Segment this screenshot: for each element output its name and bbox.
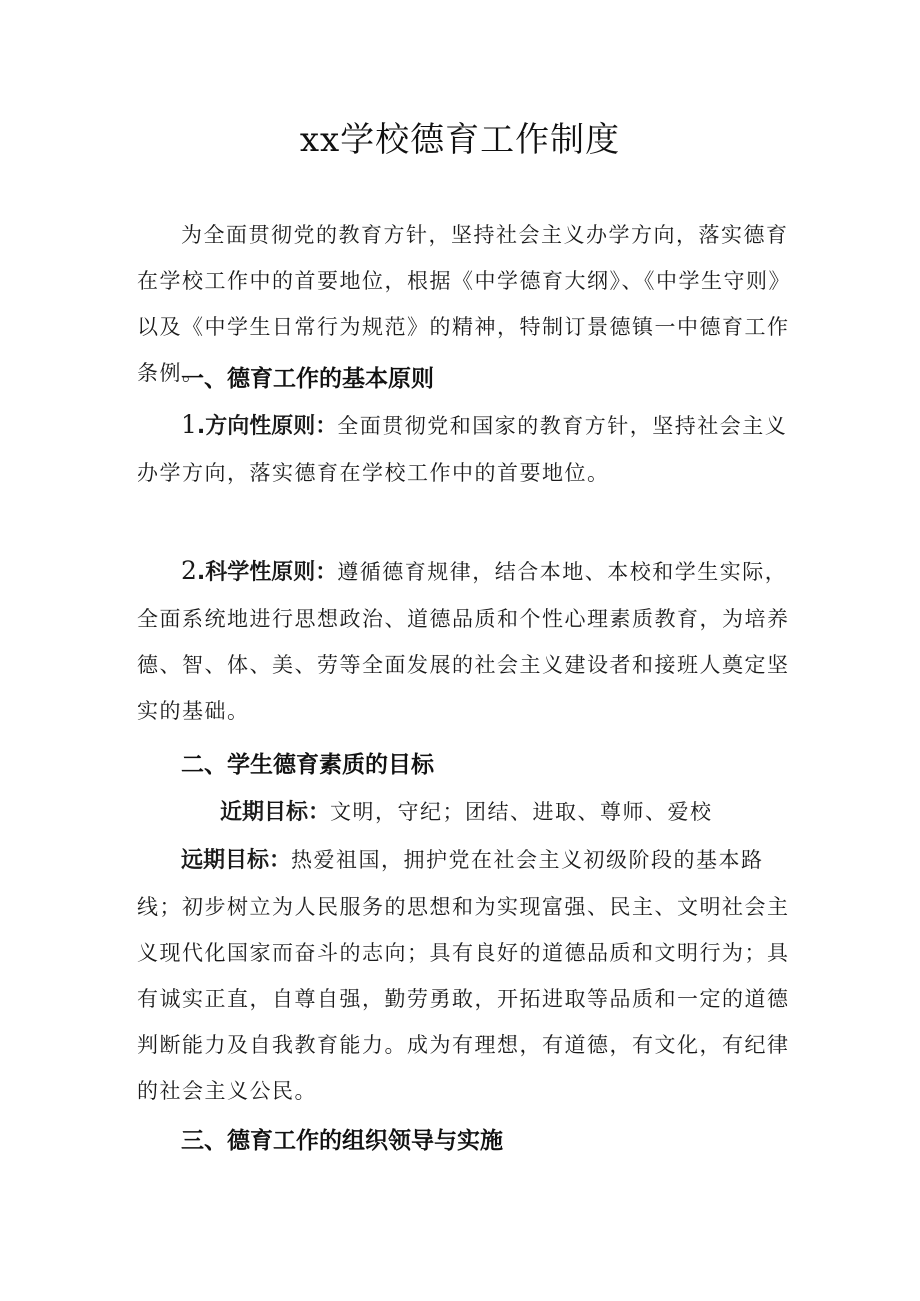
section-1-heading: 一、德育工作的基本原则 [181, 366, 434, 392]
principle-1-text: 全面贯彻党和国家的教育方针，坚持社会主义办学方向，落实德育在学校工作中的首要地位。 [137, 414, 788, 485]
near-term-goal-paragraph [220, 789, 820, 836]
long-term-goal-label: 远期目标： [181, 848, 292, 873]
principle-2-text: 遵循德育规律，结合本地、本校和学生实际，全面系统地进行思想政治、道德品质和个性心理素质教育，为培养德、智、体、美、劳等全面发展的社会主义建设者和接班人奠定坚实的基础。 [137, 560, 790, 723]
principle-1-paragraph [137, 402, 795, 496]
section-2-heading: 二、学生德育素质的目标 [181, 752, 434, 778]
principle-2-label: .科学性原则： [196, 560, 338, 585]
near-term-goal-label: 近期目标： [220, 800, 331, 825]
document-title: xx学校德育工作制度 [299, 120, 621, 160]
long-term-goal-paragraph [137, 837, 795, 1114]
principle-2-number: 2 [181, 556, 197, 585]
principle-1-label: .方向性原则： [196, 414, 338, 439]
principle-2-paragraph [137, 548, 795, 734]
principle-1-number: 1 [181, 410, 197, 439]
section-3-heading: 三、德育工作的组织领导与实施 [181, 1128, 503, 1154]
near-term-goal-text: 文明，守纪；团结、进取、尊师、爱校 [330, 800, 713, 824]
intro-paragraph: 为全面贯彻党的教育方针，坚持社会主义办学方向，落实德育在学校工作中的首要地位，根据《中学德育大纲》、《中学生守则》以及《中学生日常行为规范》的精神，特制订景德镇一中德育工作条例。 [137, 223, 791, 385]
long-term-goal-text: 热爱祖国，拥护党在社会主义初级阶段的基本路线；初步树立为人民服务的思想和为实现富强、民主、文明社会主义现代化国家而奋斗的志向；具有良好的道德品质和文明行为；具有诚实正直，自尊自强，勤劳勇敢，开拓进取等品质和一定的道德判断能力及自我教育能力。成为有理想，有道德，有文化，有纪律的社会主义公民。 [137, 848, 790, 1103]
